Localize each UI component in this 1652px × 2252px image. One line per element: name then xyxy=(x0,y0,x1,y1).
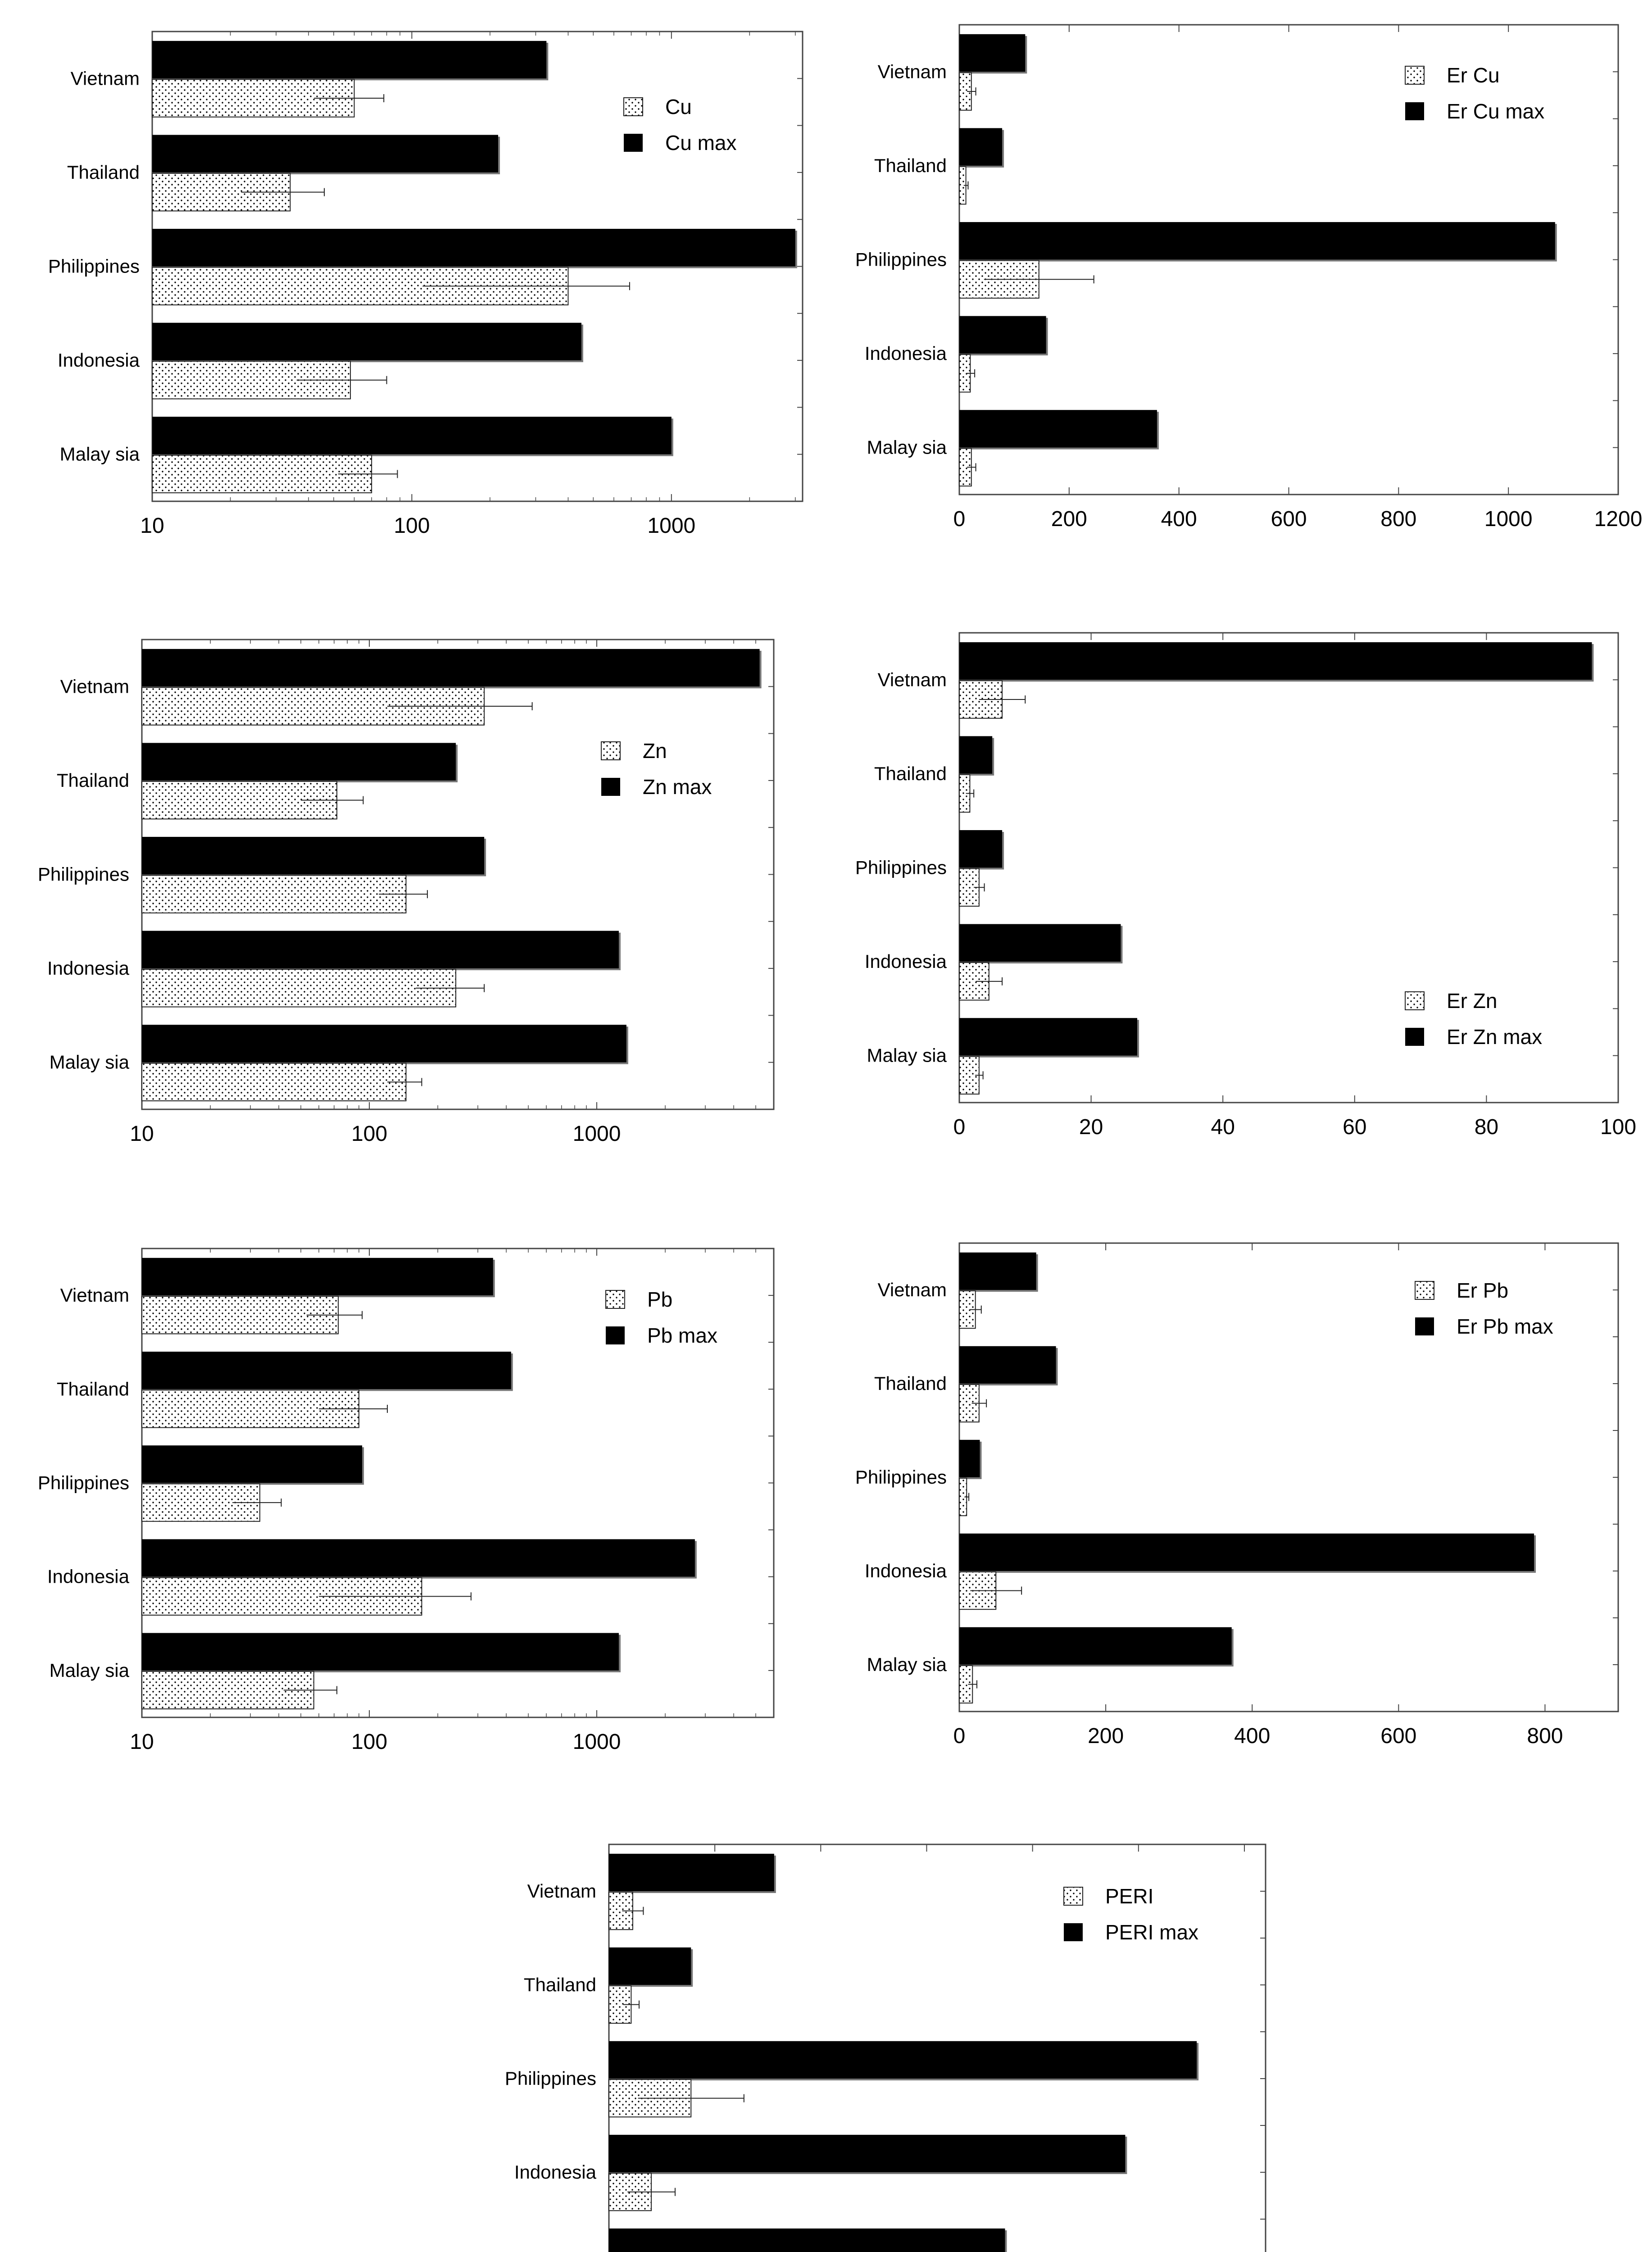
bar-max xyxy=(959,1440,980,1477)
bar-max xyxy=(959,222,1555,259)
bar-max xyxy=(142,837,484,874)
legend-label-mean: Zn xyxy=(643,739,667,763)
bar-max xyxy=(959,316,1046,354)
category-label: Indonesia xyxy=(514,2161,596,2183)
category-label: Malay sia xyxy=(867,436,947,458)
bar-max xyxy=(142,1445,362,1483)
bar-max xyxy=(142,649,760,686)
bar-max xyxy=(152,229,795,266)
category-label: Philippines xyxy=(37,1472,129,1494)
bar-max xyxy=(959,830,1002,867)
x-tick-label: 40 xyxy=(1211,1115,1235,1139)
category-label: Vietnam xyxy=(877,669,947,690)
legend-swatch-mean xyxy=(1064,1887,1083,1905)
x-tick-label: 0 xyxy=(953,507,966,531)
category-label: Philippines xyxy=(855,249,947,270)
legend-label-mean: Pb xyxy=(647,1288,673,1311)
x-tick-label: 10 xyxy=(140,514,164,538)
legend-label-max: PERI max xyxy=(1105,1921,1199,1944)
x-tick-label: 100 xyxy=(394,514,430,538)
category-label: Vietnam xyxy=(60,676,129,697)
legend-swatch-mean xyxy=(1405,66,1424,84)
category-label: Vietnam xyxy=(877,1279,947,1300)
bar-max xyxy=(142,1025,626,1062)
x-tick-label: 1000 xyxy=(1484,507,1533,531)
x-tick-label: 60 xyxy=(1343,1115,1367,1139)
x-tick-label: 1000 xyxy=(572,1122,621,1146)
x-tick-label: 100 xyxy=(1600,1115,1637,1139)
legend-swatch-max xyxy=(1415,1317,1434,1335)
category-label: Malay sia xyxy=(867,1044,947,1066)
bar-max xyxy=(609,1948,691,1985)
x-tick-label: 1000 xyxy=(647,514,696,538)
category-label: Thailand xyxy=(56,1378,129,1400)
bar-max xyxy=(959,34,1025,72)
x-tick-label: 20 xyxy=(1079,1115,1103,1139)
legend-swatch-max xyxy=(601,778,620,796)
x-tick-label: 80 xyxy=(1474,1115,1499,1139)
bar-max xyxy=(959,736,992,773)
x-tick-label: 600 xyxy=(1380,1724,1417,1748)
legend-label-max: Er Cu max xyxy=(1447,100,1545,123)
category-label: Indonesia xyxy=(47,1566,129,1587)
bar-max xyxy=(142,1633,619,1671)
category-label: Philippines xyxy=(48,255,140,277)
legend-label-mean: Er Zn xyxy=(1447,989,1498,1012)
bar-max xyxy=(959,1346,1056,1384)
bar-max xyxy=(609,1854,774,1891)
bar-mean xyxy=(142,876,406,913)
legend-label-max: Zn max xyxy=(643,775,712,799)
legend-swatch-mean xyxy=(606,1290,625,1308)
category-label: Malay sia xyxy=(59,443,140,465)
bar-max xyxy=(959,1253,1036,1290)
category-label: Thailand xyxy=(56,769,129,791)
x-tick-label: 800 xyxy=(1527,1724,1563,1748)
bar-max xyxy=(142,743,456,780)
category-label: Philippines xyxy=(37,863,129,885)
legend-label-max: Pb max xyxy=(647,1324,717,1347)
bar-max xyxy=(959,924,1121,962)
bar-max xyxy=(152,323,581,360)
x-tick-label: 1000 xyxy=(572,1730,621,1754)
legend-swatch-max xyxy=(1405,1028,1424,1046)
x-tick-label: 1200 xyxy=(1594,507,1643,531)
x-tick-label: 200 xyxy=(1051,507,1087,531)
category-label: Malay sia xyxy=(49,1051,129,1073)
category-label: Thailand xyxy=(874,154,947,176)
x-tick-label: 10 xyxy=(130,1730,154,1754)
bar-max xyxy=(142,1258,493,1295)
category-label: Indonesia xyxy=(864,951,947,972)
legend-swatch-mean xyxy=(1415,1281,1434,1299)
legend-label-max: Cu max xyxy=(665,131,737,154)
category-label: Indonesia xyxy=(47,958,129,979)
x-tick-label: 600 xyxy=(1271,507,1307,531)
legend-label-mean: PERI xyxy=(1105,1884,1154,1908)
category-label: Thailand xyxy=(523,1974,596,1995)
bar-max xyxy=(609,2229,1005,2252)
category-label: Indonesia xyxy=(864,1560,947,1581)
bar-max xyxy=(142,1352,511,1389)
category-label: Thailand xyxy=(874,763,947,784)
x-tick-label: 0 xyxy=(953,1115,966,1139)
legend-label-mean: Cu xyxy=(665,95,692,118)
legend-swatch-mean xyxy=(624,98,643,116)
category-label: Malay sia xyxy=(49,1659,129,1681)
category-label: Vietnam xyxy=(60,1285,129,1306)
category-label: Thailand xyxy=(67,161,140,183)
category-label: Philippines xyxy=(855,857,947,878)
category-label: Philippines xyxy=(855,1467,947,1488)
bar-max xyxy=(142,931,619,968)
chart-pb xyxy=(38,1249,774,1754)
category-label: Philippines xyxy=(504,2068,596,2089)
x-tick-label: 800 xyxy=(1380,507,1417,531)
bar-mean xyxy=(142,969,456,1007)
bar-max xyxy=(609,2135,1125,2172)
bar-max xyxy=(959,1018,1137,1055)
legend-label-max: Er Pb max xyxy=(1457,1315,1553,1338)
legend-swatch-mean xyxy=(601,742,620,760)
bar-max xyxy=(959,1534,1534,1571)
chart-cu xyxy=(48,32,803,538)
legend-label-mean: Er Cu xyxy=(1447,64,1500,87)
legend-swatch-max xyxy=(606,1326,625,1344)
legend-label-max: Er Zn max xyxy=(1447,1025,1543,1049)
bar-max xyxy=(959,410,1157,447)
bar-mean xyxy=(142,1063,406,1101)
category-label: Malay sia xyxy=(867,1654,947,1675)
bar-max xyxy=(152,135,498,172)
bar-max xyxy=(959,642,1592,680)
category-label: Indonesia xyxy=(57,350,140,371)
chart-er_pb xyxy=(855,1243,1618,1748)
chart-zn xyxy=(38,640,774,1146)
x-tick-label: 200 xyxy=(1088,1724,1124,1748)
category-label: Indonesia xyxy=(864,343,947,364)
x-tick-label: 400 xyxy=(1161,507,1197,531)
bar-max xyxy=(152,41,546,78)
legend-swatch-mean xyxy=(1405,992,1424,1010)
x-tick-label: 0 xyxy=(953,1724,966,1748)
category-label: Thailand xyxy=(874,1373,947,1394)
legend-label-mean: Er Pb xyxy=(1457,1279,1509,1302)
x-tick-label: 400 xyxy=(1234,1724,1271,1748)
bar-max xyxy=(959,128,1002,165)
category-label: Vietnam xyxy=(877,61,947,82)
category-label: Vietnam xyxy=(527,1880,596,1902)
chart-peri xyxy=(505,1844,1268,2252)
legend-swatch-max xyxy=(624,134,643,152)
legend-swatch-max xyxy=(1405,102,1424,120)
bar-max xyxy=(152,417,672,454)
bar-max xyxy=(142,1539,695,1576)
category-label: Vietnam xyxy=(70,68,140,89)
chart-er_zn xyxy=(855,633,1636,1139)
chart-er_cu xyxy=(855,25,1643,531)
x-tick-label: 10 xyxy=(130,1122,154,1146)
x-tick-label: 100 xyxy=(351,1730,388,1754)
legend-swatch-max xyxy=(1064,1923,1083,1941)
bar-max xyxy=(959,1627,1232,1665)
x-tick-label: 100 xyxy=(351,1122,388,1146)
bar-max xyxy=(609,2041,1197,2079)
